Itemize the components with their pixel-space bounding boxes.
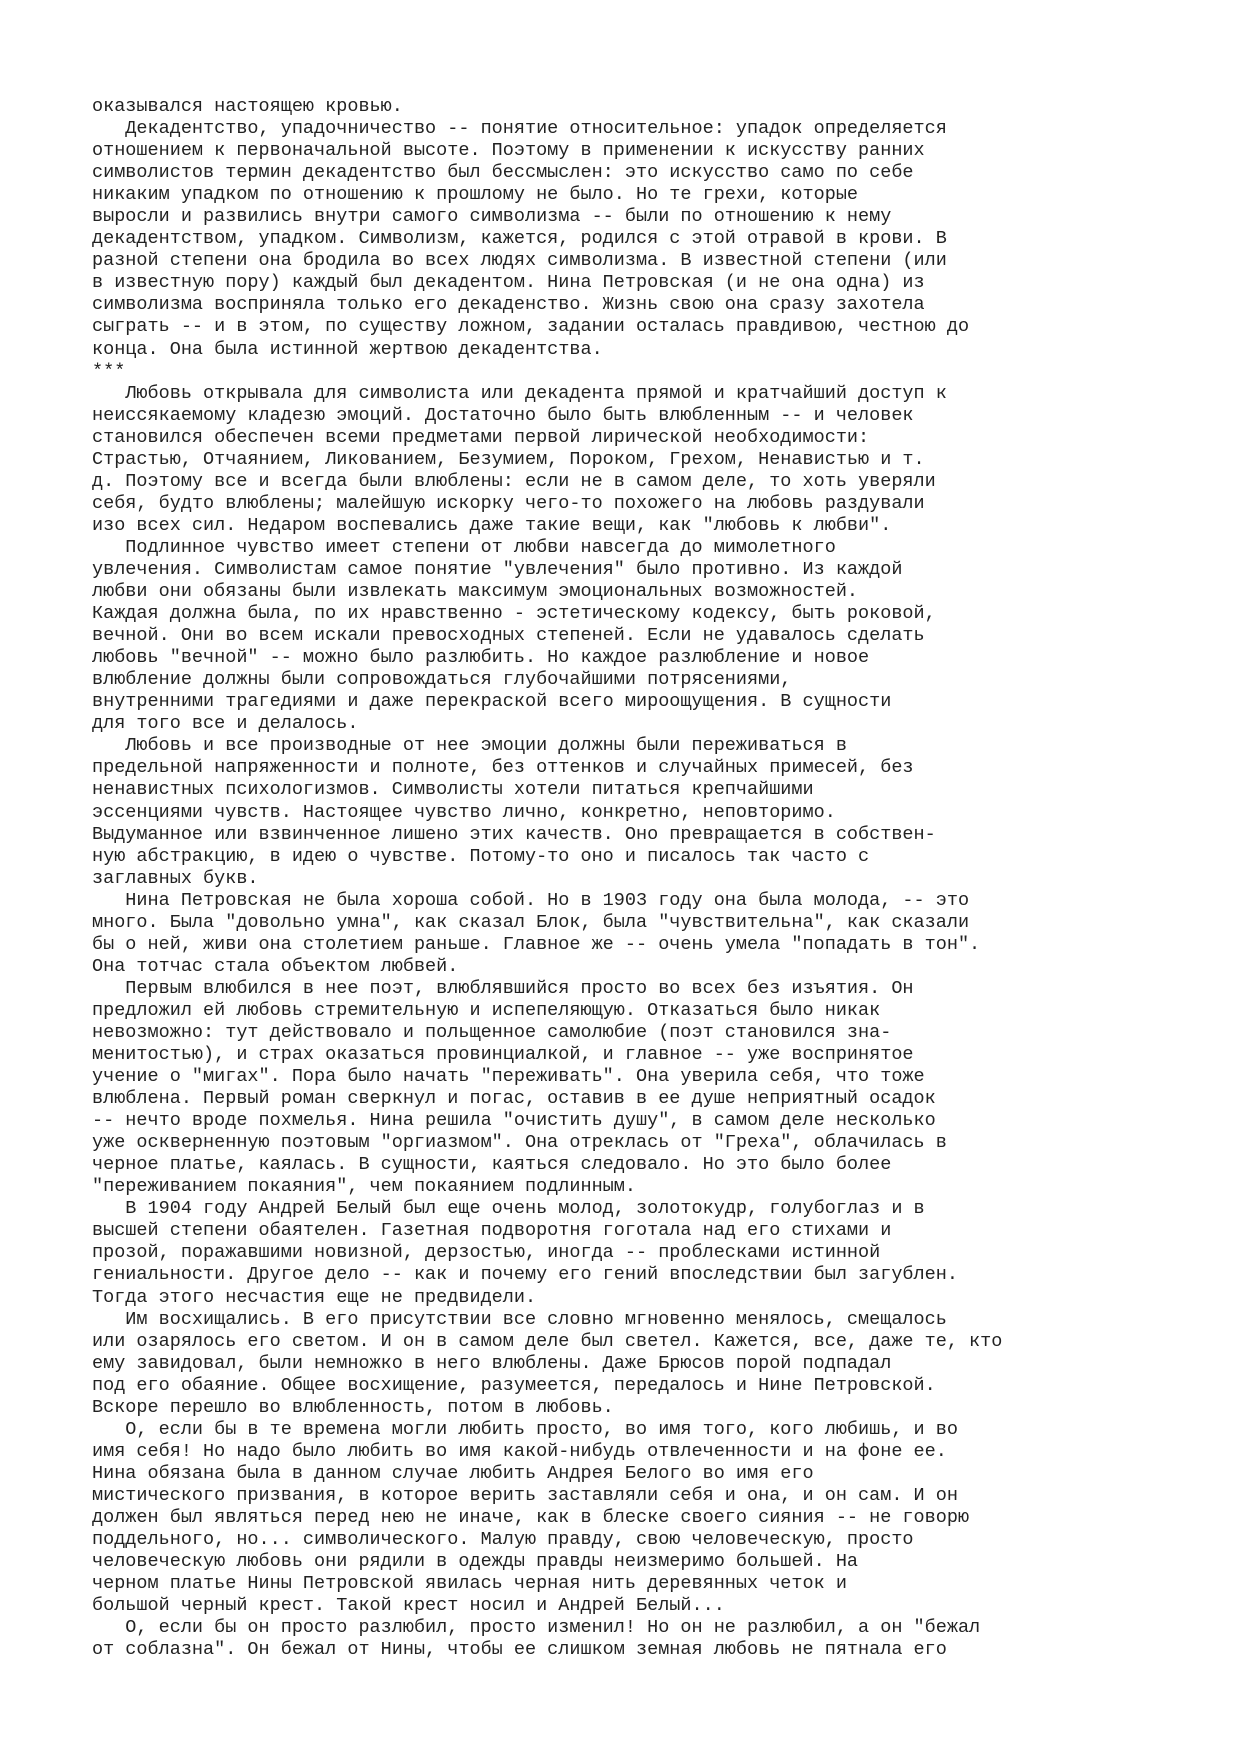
text-line: предельной напряженности и полноте, без оттенков и случайных примесей, без <box>92 757 914 779</box>
text-line: символизма восприняла только его декаденство. Жизнь свою она сразу захотела <box>92 294 925 316</box>
text-line: себя, будто влюблены; малейшую искорку чего-то похожего на любовь раздували <box>92 492 925 514</box>
document-page <box>92 96 1212 1661</box>
text-line: бы о ней, живи она столетием раньше. Главное же -- очень умела "попадать в тон". <box>92 933 981 955</box>
text-line: ему завидовал, были немножко в него влюблены. Даже Брюсов порой подпадал <box>92 1352 892 1374</box>
text-line: внутренними трагедиями и даже перекраской всего мироощущения. В сущности <box>92 691 892 713</box>
text-line: гениальности. Другое дело -- как и почему его гений впоследствии был загублен. <box>92 1264 958 1286</box>
text-line: Любовь и все производные от нее эмоции должны были переживаться в <box>92 735 847 757</box>
text-line: Любовь открывала для символиста или декадента прямой и кратчайший доступ к <box>92 382 947 404</box>
text-line: поддельного, но... символического. Малую правду, свою человеческую, просто <box>92 1529 914 1551</box>
text-line: О, если бы он просто разлюбил, просто изменил! Но он не разлюбил, а он "бежал <box>92 1617 981 1639</box>
text-line: ненавистных психологизмов. Символисты хотели питаться крепчайшими <box>92 779 814 801</box>
text-line: Им восхищались. В его присутствии все словно мгновенно менялось, смещалось <box>92 1308 947 1330</box>
text-line: много. Была "довольно умна", как сказал Блок, была "чувствительна", как сказали <box>92 911 970 933</box>
text-line: -- нечто вроде похмелья. Нина решила "очистить душу", в самом деле несколько <box>92 1110 936 1132</box>
text-line: ную абстракцию, в идею о чувстве. Потому-то оно и писалось так часто с <box>92 845 870 867</box>
text-line: должен был являться перед нею не иначе, как в блеске своего сияния -- не говорю <box>92 1507 970 1528</box>
text-line: учение о "мигах". Пора было начать "переживать". Она уверила себя, что тоже <box>92 1066 925 1088</box>
text-line: под его обаяние. Общее восхищение, разумеется, передалось и Нине Петровской. <box>92 1374 936 1396</box>
text-line: от соблазна". Он бежал от Нины, чтобы ее слишком земная любовь не пятнала его <box>92 1639 947 1661</box>
text-line: черное платье, каялась. В сущности, каяться следовало. Но это было более <box>92 1154 892 1176</box>
text-line: для того все и делалось. <box>92 713 359 735</box>
text-line: Страстью, Отчаянием, Ликованием, Безумием, Пороком, Грехом, Ненавистью и т. <box>92 448 925 470</box>
text-line: "переживанием покаяния", чем покаянием подлинным. <box>92 1176 636 1198</box>
text-line: сыграть -- и в этом, по существу ложном, задании осталась правдивою, честною до <box>92 316 970 338</box>
text-line: эссенциями чувств. Настоящее чувство лично, конкретно, неповторимо. <box>92 801 836 823</box>
text-line: мистического призвания, в которое верить заставляли себя и она, и он сам. И он <box>92 1484 958 1506</box>
text-line: изо всех сил. Недаром воспевались даже такие вещи, как "любовь к любви". <box>92 514 892 536</box>
text-line: невозможно: тут действовало и польщенное самолюбие (поэт становился зна- <box>92 1021 892 1043</box>
text-line: выросли и развились внутри самого символизма -- были по отношению к нему <box>92 206 892 228</box>
text-line: декадентством, упадком. Символизм, кажется, родился с этой отравой в крови. В <box>92 228 947 250</box>
text-line: О, если бы в те времена могли любить просто, во имя того, кого любишь, и во <box>92 1418 958 1440</box>
text-line: прозой, поражавшими новизной, дерзостью, иногда -- проблесками истинной <box>92 1242 881 1264</box>
text-line: никаким упадком по отношению к прошлому не было. Но те грехи, которые <box>92 184 859 206</box>
text-line: Выдуманное или взвинченное лишено этих качеств. Оно превращается в собствен- <box>92 823 936 845</box>
text-line: большой черный крест. Такой крест носил и Андрей Белый... <box>92 1595 725 1617</box>
text-line: *** <box>92 360 126 382</box>
text-line: уже оскверненную поэтовым "оргиазмом". Она отреклась от "Греха", облачилась в <box>92 1132 947 1154</box>
text-line: конца. Она была истинной жертвою декадентства. <box>92 338 603 360</box>
text-line: Подлинное чувство имеет степени от любви навсегда до мимолетного <box>92 536 836 558</box>
text-line: любви они обязаны были извлекать максимум эмоциональных возможностей. <box>92 581 859 603</box>
text-line: менитостью), и страх оказаться провинциалкой, и главное -- уже воспринятое <box>92 1044 914 1066</box>
text-line: или озарялось его светом. И он в самом деле был светел. Кажется, все, даже те, кто <box>92 1330 1003 1352</box>
text-line: влюбление должны были сопровождаться глубочайшими потрясениями, <box>92 669 792 691</box>
text-line: предложил ей любовь стремительную и испепеляющую. Отказаться было никак <box>92 999 881 1021</box>
text-line: заглавных букв. <box>92 867 259 889</box>
text-line: любовь "вечной" -- можно было разлюбить. Но каждое разлюбление и новое <box>92 647 870 669</box>
text-line: оказывался настоящею кровью. <box>92 96 403 117</box>
text-line: человеческую любовь они рядили в одежды правды неизмеримо большей. На <box>92 1551 859 1573</box>
text-line: Каждая должна была, по их нравственно - эстетическому кодексу, быть роковой, <box>92 603 936 625</box>
text-line: влюблена. Первый роман сверкнул и погас, оставив в ее душе неприятный осадок <box>92 1088 936 1110</box>
text-line: увлечения. Символистам самое понятие "увлечения" было противно. Из каждой <box>92 558 903 580</box>
text-line: черном платье Нины Петровской явилась черная нить деревянных четок и <box>92 1573 847 1595</box>
text-line: Нина обязана была в данном случае любить Андрея Белого во имя его <box>92 1462 814 1484</box>
text-line: вечной. Они во всем искали превосходных степеней. Если не удавалось сделать <box>92 625 925 647</box>
text-line: Первым влюбился в нее поэт, влюблявшийся просто во всех без изъятия. Он <box>92 977 914 999</box>
text-line: Тогда этого несчастия еще не предвидели. <box>92 1286 537 1308</box>
text-line: В 1904 году Андрей Белый был еще очень молод, золотокудр, голубоглаз и в <box>92 1198 925 1220</box>
text-line: высшей степени обаятелен. Газетная подворотня гоготала над его стихами и <box>92 1220 892 1242</box>
text-line: становился обеспечен всеми предметами первой лирической необходимости: <box>92 426 870 448</box>
text-line: символистов термин декадентство был бессмыслен: это искусство само по себе <box>92 162 914 184</box>
text-line: Нина Петровская не была хороша собой. Но в 1903 году она была молода, -- это <box>92 889 970 911</box>
text-line: Вскоре перешло во влюбленность, потом в любовь. <box>92 1396 614 1418</box>
text-line: отношением к первоначальной высоте. Поэтому в применении к искусству ранних <box>92 140 925 162</box>
text-line: д. Поэтому все и всегда были влюблены: если не в самом деле, то хоть уверяли <box>92 470 936 492</box>
text-line: имя себя! Но надо было любить во имя какой-нибудь отвлеченности и на фоне ее. <box>92 1440 947 1462</box>
text-line: разной степени она бродила во всех людях символизма. В известной степени (или <box>92 250 947 272</box>
text-line: Декадентство, упадочничество -- понятие относительное: упадок определяется <box>92 118 947 140</box>
text-line: неиссякаемому кладезю эмоций. Достаточно было быть влюбленным -- и человек <box>92 404 914 426</box>
text-line: в известную пору) каждый был декадентом. Нина Петровская (и не она одна) из <box>92 272 925 294</box>
text-line: Она тотчас стала объектом любвей. <box>92 955 459 977</box>
